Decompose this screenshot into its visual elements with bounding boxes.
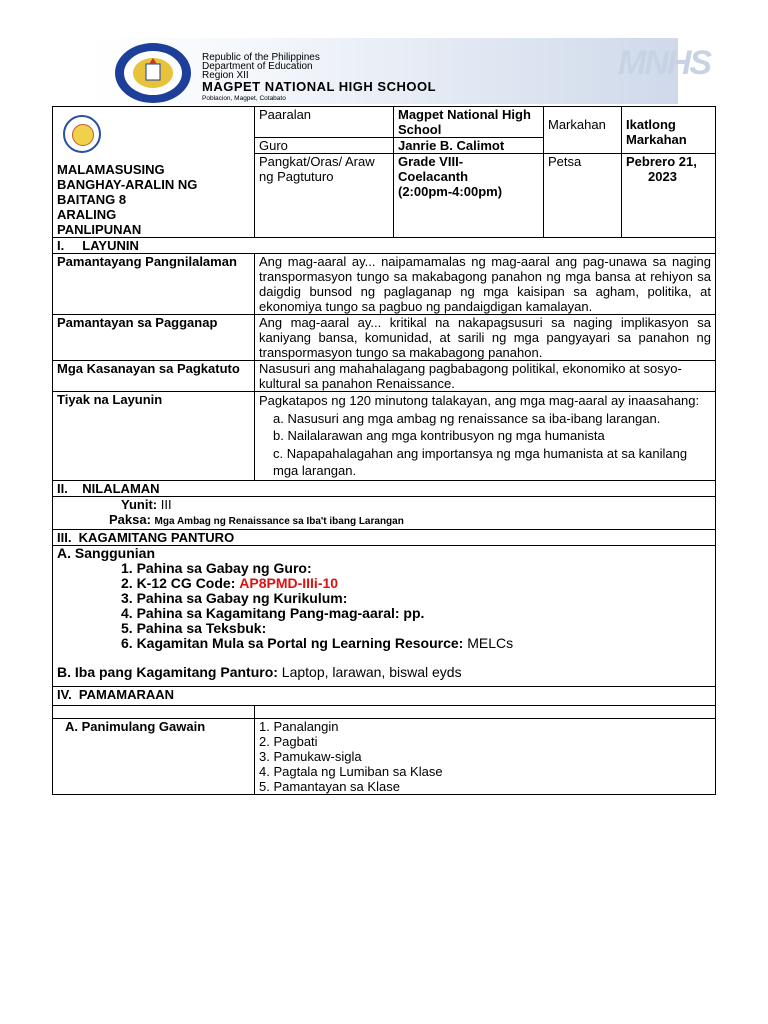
kagamitan-item-4: 4. Pahina sa Kagamitang Pang-mag-aaral: pp. [121,604,425,621]
title-cell [53,107,255,238]
yunit-line [57,497,711,512]
title-line-4: ARALING [57,207,117,222]
header-department: Department of Education [202,61,313,72]
header-region: Region XII [202,70,249,81]
nilalaman-content-row [53,496,716,529]
lesson-plan-table [52,106,716,795]
petsa-value-line-2: 2023 [648,169,677,184]
school-logo-icon [112,40,194,106]
section-layunin-row [53,238,716,254]
markahan-label: Markahan [544,107,622,154]
kagamitan-cell [53,545,716,686]
pamamaraan-spacer-left [53,705,255,718]
panimula-label: A. Panimulang Gawain [53,718,255,794]
tiyak-intro: Pagkatapos ng 120 minutong talakayan, ang mga mag-aaral ay inaasahang: [259,393,700,408]
markahan-value [622,107,716,154]
kagamitan-item-6 [57,636,711,651]
layunin-label-3: Mga Kasanayan sa Pagkatuto [53,361,255,392]
kagamitan-item-6-label: 6. Kagamitan Mula sa Portal ng Learning Resource: [121,634,464,651]
step-1: 1. Panalangin [259,718,339,734]
cg-code: AP8PMD-IIIi-10 [239,574,339,591]
kagamitan-item-3: 3. Pahina sa Gabay ng Kurikulum: [121,589,348,606]
layunin-text-2: Ang mag-aaral ay... kritikal na nakapagsusuri sa naging implikasyon sa kaniyang bansa, komunidad, at sarili ng mga pangyayari sa panahon ng transpormasyon tungo sa makabagong panahon. [255,315,716,361]
header-school-name: MAGPET NATIONAL HIGH SCHOOL [202,79,437,94]
section-pamamaraan-heading: IV. PAMAMARAAN [53,686,716,705]
tiyak-item-b: b. Nailalarawan ang mga kontribusyon ng mga humanista [273,428,605,443]
layunin-label-1: Pamantayang Pangnilalaman [53,254,255,315]
kagamitan-content-row [53,545,716,686]
pangkat-value [394,154,544,238]
layunin-row-tiyak [53,392,716,481]
info-row-paaralan [53,107,716,138]
guro-value: Janrie B. Calimot [394,138,544,154]
section-pamamaraan-row [53,686,716,705]
paksa-value: Mga Ambag ng Renaissance sa Iba't ibang Larangan [154,515,404,527]
tiyak-item-a: a. Nasusuri ang mga ambag ng renaissance sa iba-ibang larangan. [273,410,661,426]
sanggunian-label: A. Sanggunian [57,544,155,561]
layunin-text-1: Ang mag-aaral ay... naipamamalas ng mag-aaral ang pag-unawa sa naging transpormasyon tungo sa makabagong panahon ng mga bansa at rehiyon sa daigdig bunsod ng paglaganap ng mga kaisipan sa agham, politika, at ekonomiya tungo sa pagbuo ng pandaigdigan kamalayan. [255,254,716,315]
title-line-2: BANGHAY-ARALIN NG [57,177,198,192]
step-4: 4. Pagtala ng Lumiban sa Klase [259,763,443,779]
kagamitan-item-2 [57,576,711,591]
guro-label: Guro [255,138,394,154]
pangkat-value-line-2: Coelacanth [398,169,469,184]
tiyak-label: Tiyak na Layunin [53,392,255,481]
layunin-row-3 [53,361,716,392]
header-address: Poblacion, Magpet, Cotabato [202,95,286,102]
step-5: 5. Pamantayan sa Klase [259,778,400,794]
deped-seal-icon [63,115,101,153]
layunin-row-2 [53,315,716,361]
title-line-3: BAITANG 8 [57,192,127,207]
header-watermark: MNHS [618,44,711,82]
layunin-row-1 [53,254,716,315]
petsa-value-line-1: Pebrero 21, [626,154,697,169]
panimula-row [53,718,716,794]
kagamitan-item-1: 1. Pahina sa Gabay ng Guro: [121,559,312,576]
petsa-label: Petsa [544,154,622,238]
pangkat-value-line-3: (2:00pm-4:00pm) [398,184,503,199]
section-kagamitan-heading: III. KAGAMITANG PANTURO [53,529,716,545]
step-2: 2. Pagbati [259,733,318,749]
yunit-label: Yunit: [121,496,158,512]
paksa-line [57,512,711,529]
panimula-steps [255,718,716,794]
pamamaraan-spacer-right [255,705,716,718]
section-layunin-heading: I. LAYUNIN [53,238,716,254]
title-line-1: MALAMASUSING [57,162,165,177]
kagamitan-item-2-label: 2. K-12 CG Code: [121,574,236,591]
markahan-value-line-2: Markahan [626,132,687,147]
tiyak-item-c: c. Napapahalagahan ang importansya ng mga humanista at sa kanilang mga larangan. [273,445,688,478]
layunin-text-3: Nasusuri ang mahahalagang pagbabagong politikal, ekonomiko at sosyo-kultural sa panahon Renaissance. [255,361,716,392]
iba-line [57,665,711,680]
paaralan-label: Paaralan [255,107,394,138]
section-nilalaman-heading: II. NILALAMAN [53,480,716,496]
iba-label: B. Iba pang Kagamitang Panturo: [57,663,278,680]
yunit-value: III [160,496,172,512]
section-nilalaman-row [53,480,716,496]
kagamitan-item-5: 5. Pahina sa Teksbuk: [121,619,267,636]
markahan-value-line-1: Ikatlong [626,117,676,132]
pamamaraan-spacer-row [53,705,716,718]
title-line-5: PANLIPUNAN [57,222,142,237]
paaralan-value: Magpet National High School [394,107,544,138]
layunin-label-2: Pamantayan sa Pagganap [53,315,255,361]
nilalaman-cell [53,496,716,529]
section-kagamitan-row [53,529,716,545]
step-3: 3. Pamukaw-sigla [259,748,362,764]
paksa-label: Paksa: [109,511,151,527]
tiyak-cell [255,392,716,481]
pangkat-label: Pangkat/Oras/ Araw ng Pagtuturo [255,154,394,238]
iba-value: Laptop, larawan, biswal eyds [281,663,462,680]
header-republic: Republic of the Philippines [202,52,320,63]
pangkat-value-line-1: Grade VIII- [398,154,464,169]
petsa-value [622,154,716,238]
portal-value: MELCs [467,634,514,651]
